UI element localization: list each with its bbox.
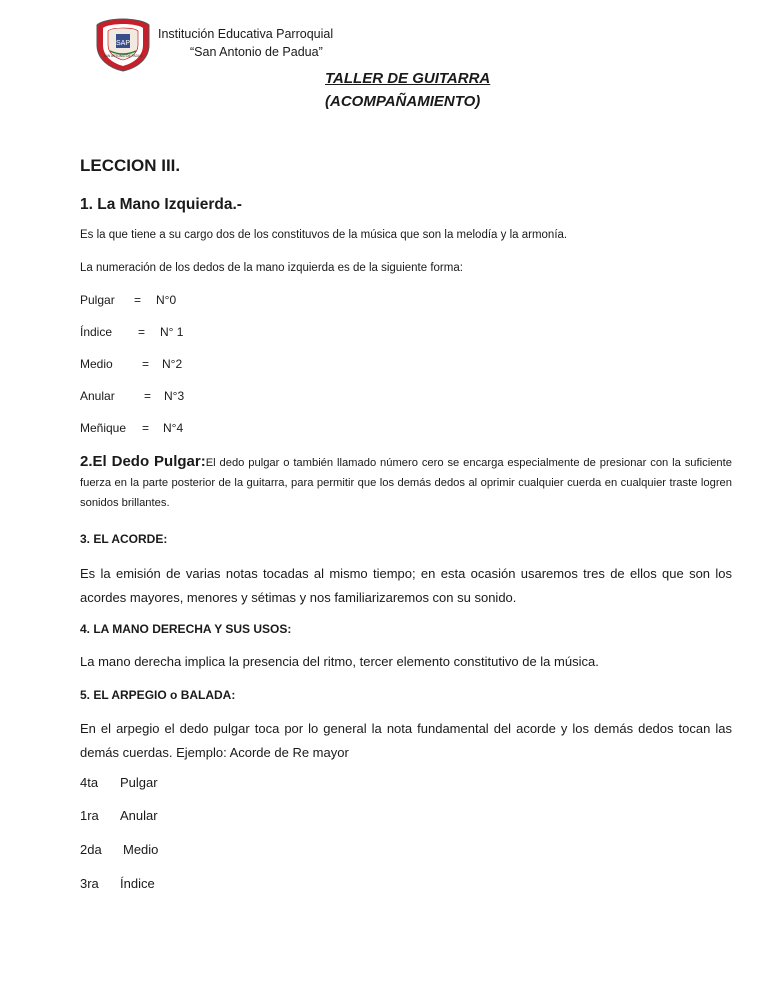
section4-text: La mano derecha implica la presencia del ritmo, tercer elemento constitutivo de la música. [80, 654, 599, 669]
section2-heading: 2.El Dedo Pulgar: [80, 453, 206, 470]
finger-row: Medio = N°2 [80, 357, 183, 371]
finger-row: Pulgar = N°0 [80, 293, 177, 307]
school-name: “San Antonio de Padua” [190, 45, 323, 59]
school-crest-logo [94, 17, 152, 73]
finger-row: Anular = N°3 [80, 389, 185, 403]
section1-heading: 1. La Mano Izquierda.- [80, 196, 242, 213]
section3-text: Es la emisión de varias notas tocadas al mismo tiempo; en esta ocasión usaremos tres de ellos que son los acordes mayores, menores y sétimas y nos familiarizaremos con su sonido. [80, 566, 732, 605]
section1-text2: La numeración de los dedos de la mano izquierda es de la siguiente forma: [80, 262, 463, 274]
doc-title: TALLER DE GUITARRA [325, 70, 491, 87]
section3-heading: 3. EL ACORDE: [80, 532, 168, 546]
string-row: 3ra Índice [80, 876, 155, 891]
string-row: 4ta Pulgar [80, 775, 158, 790]
lesson-heading: LECCION III. [80, 156, 181, 175]
section4-heading: 4. LA MANO DERECHA Y SUS USOS: [80, 622, 292, 636]
string-row: 1ra Anular [80, 808, 158, 823]
section5-heading: 5. EL ARPEGIO o BALADA: [80, 688, 236, 702]
section2-paragraph [80, 452, 732, 513]
doc-subtitle: (ACOMPAÑAMIENTO) [325, 93, 481, 110]
finger-row: Índice = N° 1 [80, 325, 184, 339]
finger-row: Meñique = N°4 [80, 421, 184, 435]
institution-name: Institución Educativa Parroquial [158, 27, 334, 41]
section2-text: El dedo pulgar o también llamado número cero se encarga especialmente de presionar con la suficiente fuerza en la parte posterior de la guitarra, para permitir que los demás dedos al oprimir cualquier cuerda en cualquier traste logren sonidos brillantes. [80, 457, 732, 509]
string-row: 2da Medio [80, 842, 159, 857]
svg-text:SAP: SAP [115, 40, 131, 47]
section1-text1: Es la que tiene a su cargo dos de los constituvos de la música que son la melodía y la armonía. [80, 229, 568, 241]
section5-text: En el arpegio el dedo pulgar toca por lo general la nota fundamental del acorde y los demás dedos tocan las demás cuerdas. Ejemplo: Acorde de Re mayor [80, 721, 732, 760]
svg-text:SAN ANTONIO DE PADUA: SAN ANTONIO DE PADUA [103, 54, 143, 58]
